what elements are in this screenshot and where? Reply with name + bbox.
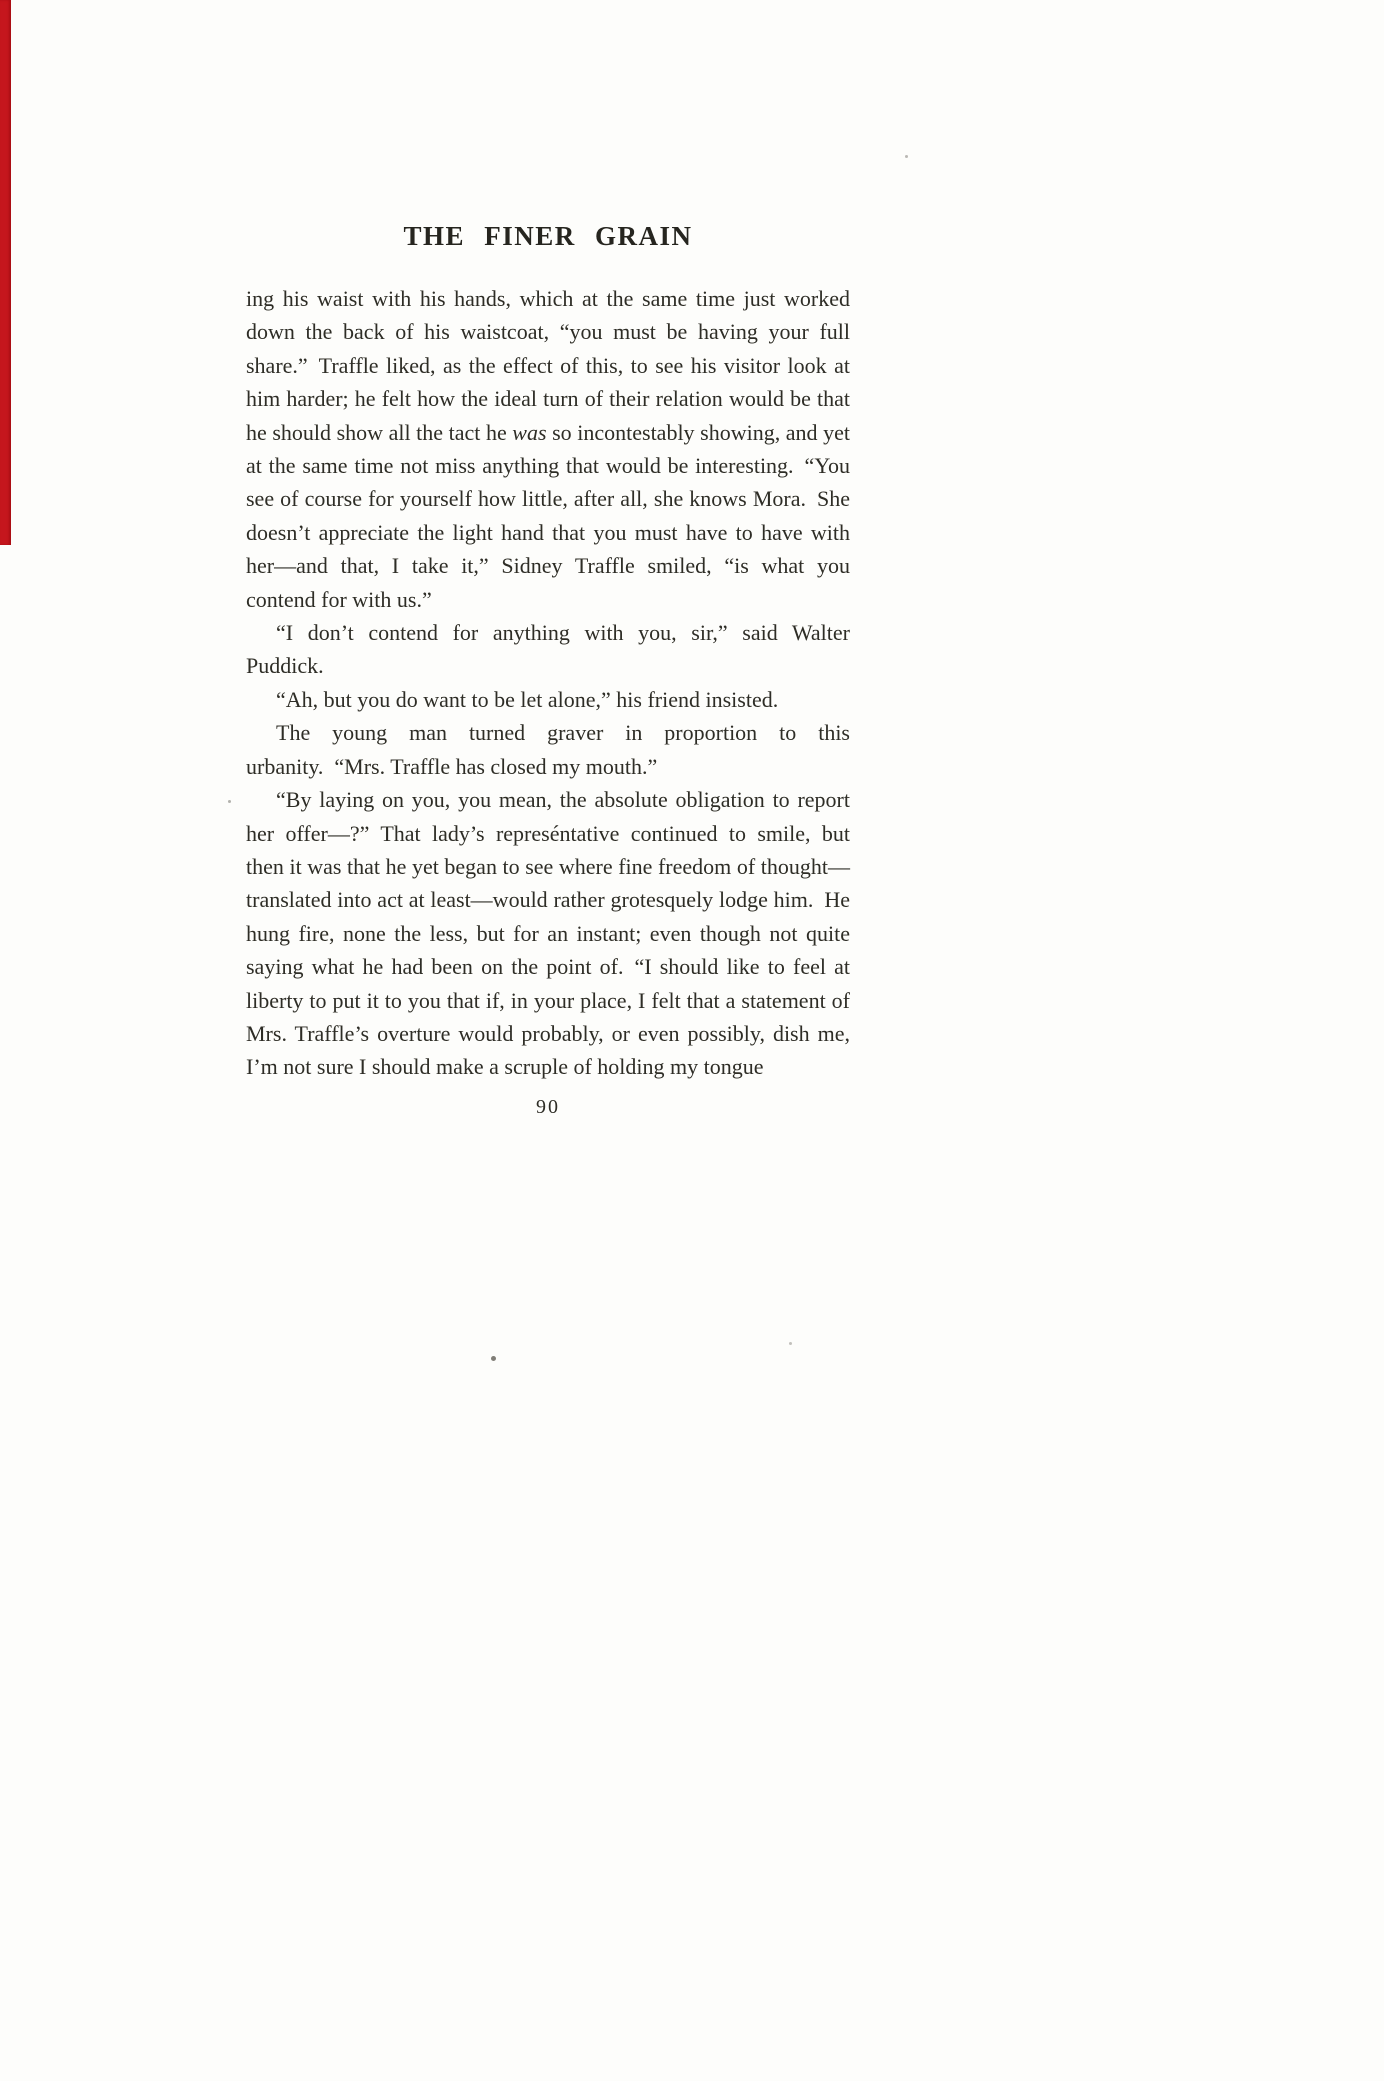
text-run: so incontestably showing, and yet at the same time not miss anything that would be interesting. “You see of course for yourself how little, after all, she knows Mora. She doesn’t appreciate the light hand that you must have to have with her—and that, I take it,” Sidney Traffle smiled, “is what you contend for with us.” bbox=[246, 419, 850, 612]
paragraph bbox=[246, 783, 850, 1084]
scan-speck bbox=[228, 800, 231, 803]
text-run: ing his waist with his hands, which at the same time just worked down the back of his waistcoat, “you must be having your full share.” Traffle liked, as the effect of this, to see his visitor look at him harder; he felt how the ideal turn of their relation would be that he should show all the tact he bbox=[246, 286, 850, 445]
text-run: The young man turned graver in proportion to this urbanity. “Mrs. Traffle has closed my mouth.” bbox=[246, 720, 850, 779]
scan-speck bbox=[789, 1342, 792, 1345]
paragraph bbox=[246, 616, 850, 683]
text-block bbox=[246, 0, 850, 1119]
scan-speck bbox=[491, 1356, 496, 1361]
scan-speck bbox=[905, 155, 908, 158]
text-run: “By laying on you, you mean, the absolute obligation to report her offer—?” That lady’s represéntative continued to smile, but then it was that he yet began to see where fine freedom of thought—translated into act at least—would rather grotesquely lodge him. He hung fire, none the less, but for an instant; even though not quite saying what he had been on the point of. “I should like to feel at liberty to put it to you that if, in your place, I felt that a statement of Mrs. Traffle’s overture would probably, or even possibly, dish me, I’m not sure I should make a scruple of holding my tongue bbox=[246, 787, 850, 1080]
body-text bbox=[246, 282, 850, 1084]
text-run: “Ah, but you do want to be let alone,” his friend insisted. bbox=[276, 686, 779, 712]
paragraph bbox=[246, 683, 850, 716]
red-bookmark-edge bbox=[0, 0, 11, 545]
running-head-title: THE FINER GRAIN bbox=[403, 221, 693, 251]
text-run: “I don’t contend for anything with you, sir,” said Walter Puddick. bbox=[246, 620, 850, 679]
paragraph bbox=[246, 716, 850, 783]
paragraph bbox=[246, 282, 850, 616]
page-number: 90 bbox=[536, 1095, 560, 1118]
italic-run: was bbox=[512, 419, 547, 445]
